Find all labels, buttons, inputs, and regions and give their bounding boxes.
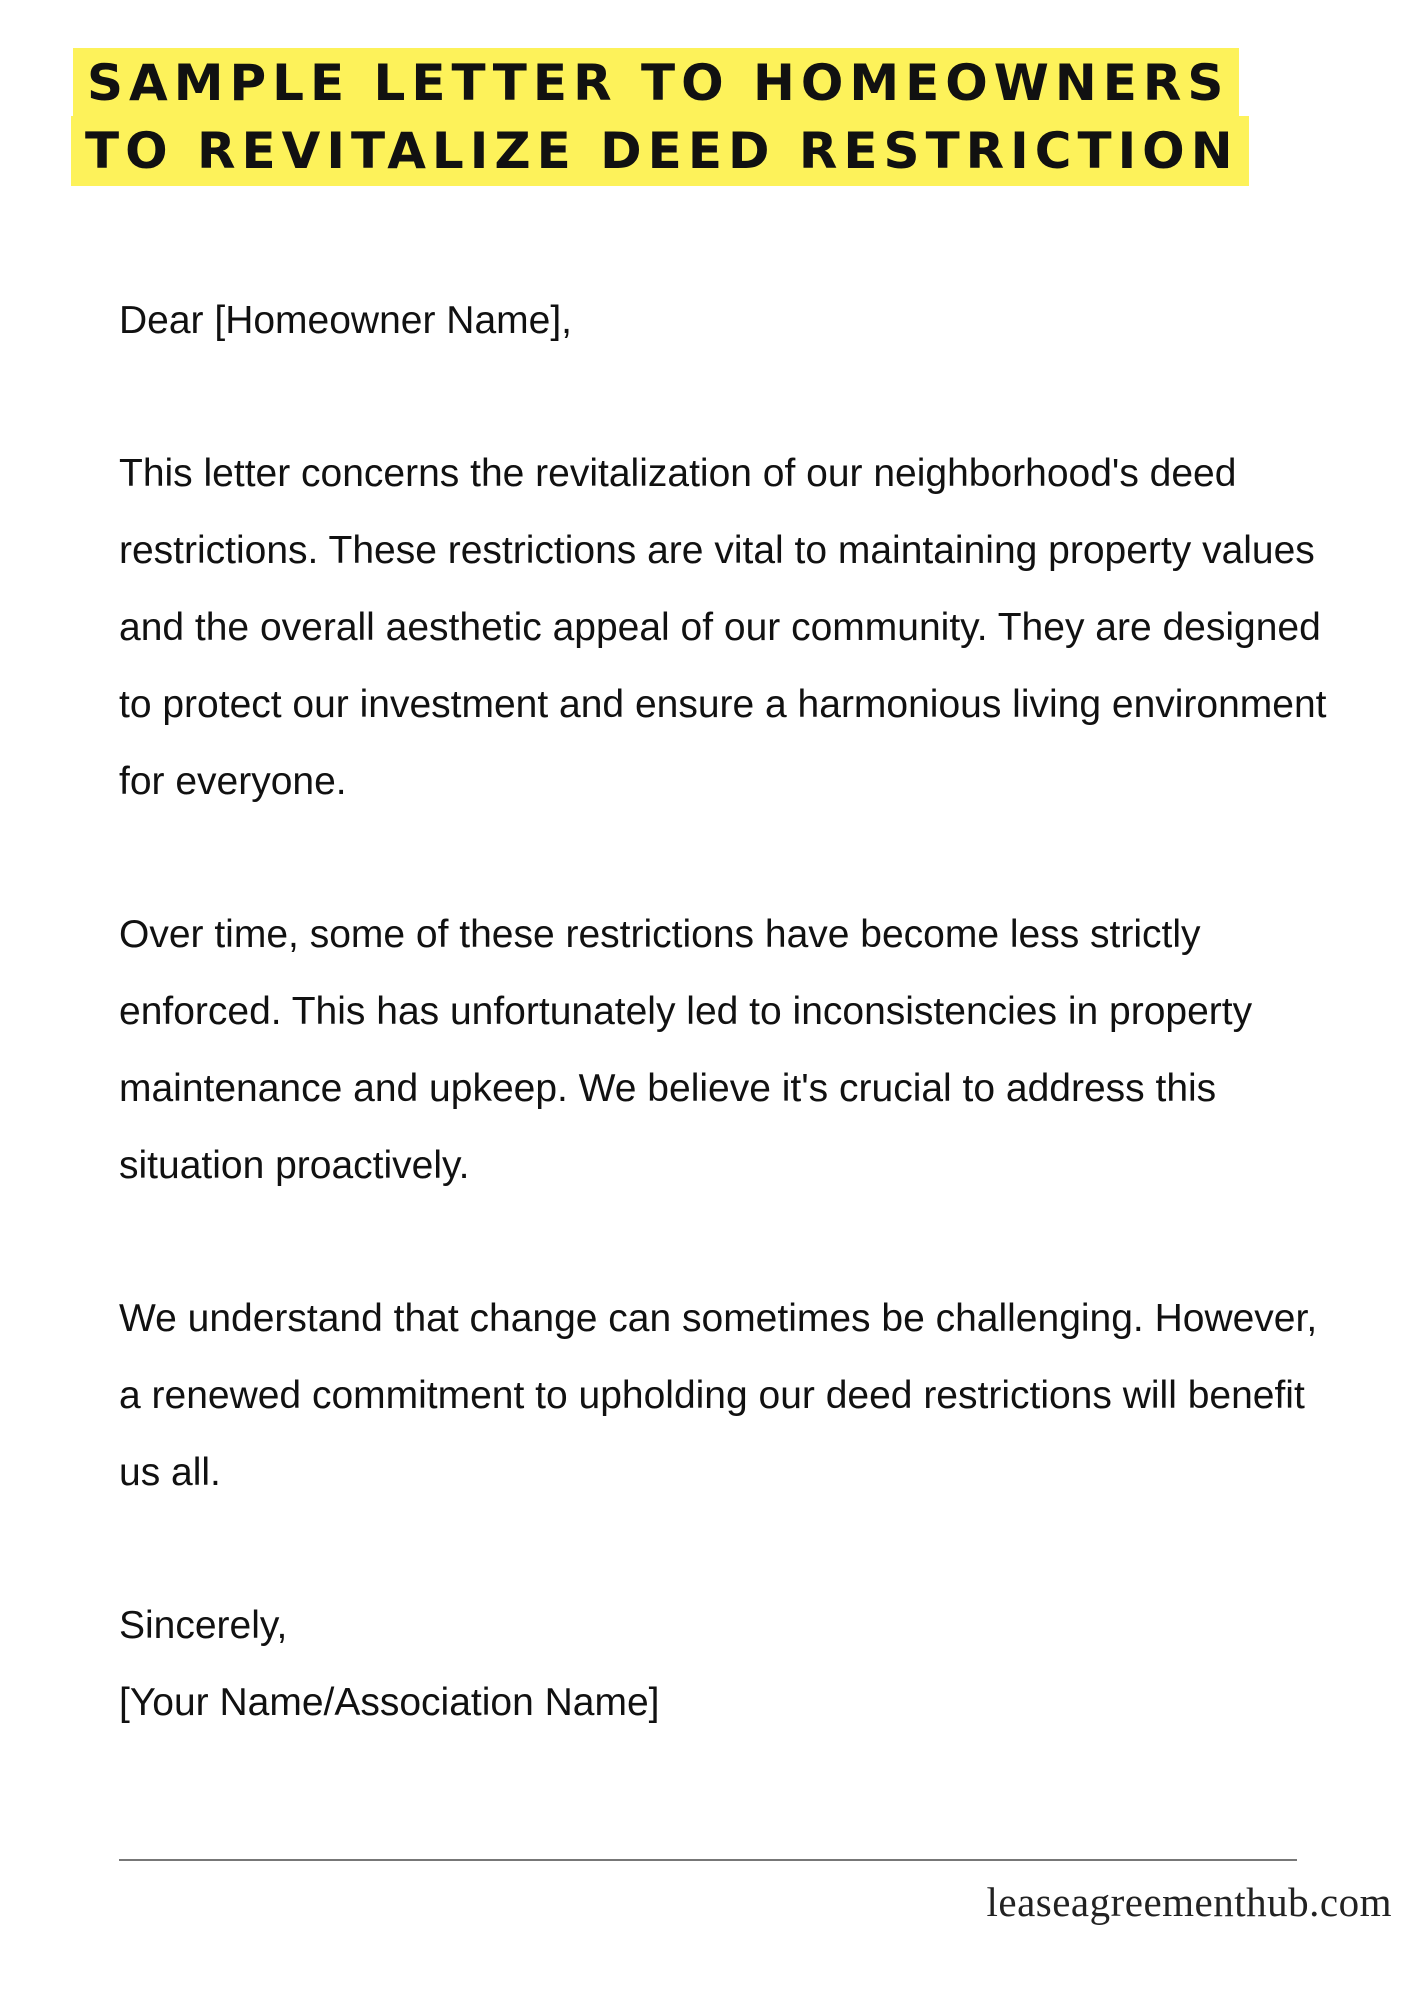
closing: Sincerely,	[119, 1604, 288, 1647]
paragraph-1: This letter concerns the revitalization of our neighborhood's deed restrictions. These restrictions are vital to maintaining property values and the overall aesthetic appeal of our community. They are designed to protect our investment and ensure a harmonious living environment for everyone.	[119, 452, 1327, 803]
closing-block	[119, 1587, 1349, 1741]
footer-site: leaseagreementhub.com	[986, 1879, 1392, 1925]
title-line-1: SAMPLE LETTER TO HOMEOWNERS	[73, 48, 1239, 118]
title-line-2: TO REVITALIZE DEED RESTRICTION	[71, 116, 1249, 186]
letter-body	[119, 282, 1349, 1741]
footer-divider	[119, 1859, 1297, 1861]
paragraph-3: We understand that change can sometimes be challenging. However, a renewed commitment to upholding our deed restrictions will benefit us all.	[119, 1297, 1318, 1494]
signature: [Your Name/Association Name]	[119, 1681, 660, 1724]
page-title	[71, 48, 1283, 186]
paragraph-2: Over time, some of these restrictions have become less strictly enforced. This has unfortunately led to inconsistencies in property maintenance and upkeep. We believe it's crucial to address this situation proactively.	[119, 913, 1253, 1187]
salutation: Dear [Homeowner Name],	[119, 299, 572, 342]
